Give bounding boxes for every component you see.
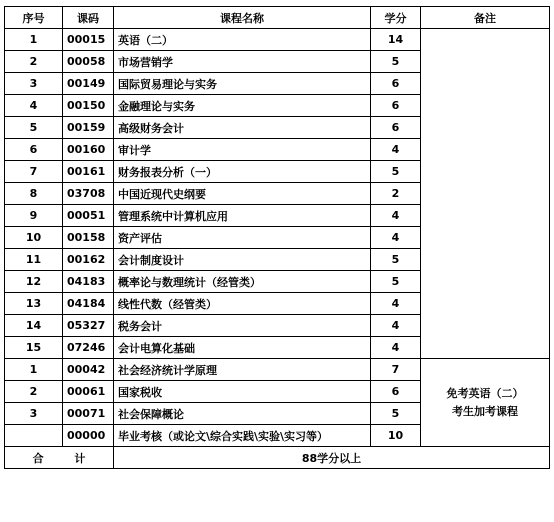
row-code: 00149 xyxy=(63,73,114,95)
row-index: 5 xyxy=(5,117,63,139)
row-name: 财务报表分析（一） xyxy=(114,161,371,183)
row-credit: 2 xyxy=(371,183,421,205)
course-table xyxy=(4,6,550,469)
row-code: 00162 xyxy=(63,249,114,271)
row-name: 高级财务会计 xyxy=(114,117,371,139)
row-code: 04184 xyxy=(63,293,114,315)
row-name: 管理系统中计算机应用 xyxy=(114,205,371,227)
row-code: 05327 xyxy=(63,315,114,337)
row-credit: 7 xyxy=(371,359,421,381)
row-index: 4 xyxy=(5,95,63,117)
note-blank xyxy=(421,29,550,359)
total-label-left: 合 xyxy=(32,451,44,465)
row-name: 国家税收 xyxy=(114,381,371,403)
note-line-2: 考生加考课程 xyxy=(452,404,518,418)
row-name: 国际贸易理论与实务 xyxy=(114,73,371,95)
row-code: 00160 xyxy=(63,139,114,161)
row-code: 00161 xyxy=(63,161,114,183)
row-index: 3 xyxy=(5,403,63,425)
row-credit: 4 xyxy=(371,337,421,359)
row-credit: 4 xyxy=(371,205,421,227)
total-label-right: 计 xyxy=(74,451,86,465)
table-row xyxy=(5,359,550,381)
header-name: 课程名称 xyxy=(114,7,371,29)
row-code: 00159 xyxy=(63,117,114,139)
row-credit: 5 xyxy=(371,161,421,183)
row-index: 8 xyxy=(5,183,63,205)
course-body xyxy=(5,29,550,447)
header-code: 课码 xyxy=(63,7,114,29)
row-code: 04183 xyxy=(63,271,114,293)
row-index: 2 xyxy=(5,381,63,403)
row-code: 00051 xyxy=(63,205,114,227)
row-code: 03708 xyxy=(63,183,114,205)
row-credit: 6 xyxy=(371,117,421,139)
row-name: 线性代数（经管类） xyxy=(114,293,371,315)
total-label xyxy=(5,447,114,469)
note-line-1: 免考英语（二） xyxy=(446,386,524,400)
row-code: 00061 xyxy=(63,381,114,403)
header-credit: 学分 xyxy=(371,7,421,29)
row-index: 9 xyxy=(5,205,63,227)
row-credit: 4 xyxy=(371,315,421,337)
note-cell xyxy=(421,359,550,447)
row-code: 00150 xyxy=(63,95,114,117)
row-name: 毕业考核（或论文\综合实践\实验\实习等） xyxy=(114,425,371,447)
row-credit: 5 xyxy=(371,249,421,271)
row-code: 00071 xyxy=(63,403,114,425)
row-index: 6 xyxy=(5,139,63,161)
row-index: 14 xyxy=(5,315,63,337)
row-code: 00058 xyxy=(63,51,114,73)
row-name: 税务会计 xyxy=(114,315,371,337)
row-index: 2 xyxy=(5,51,63,73)
table-row xyxy=(5,29,550,51)
row-index: 1 xyxy=(5,29,63,51)
row-index: 15 xyxy=(5,337,63,359)
total-value: 88学分以上 xyxy=(114,447,550,469)
row-name: 社会保障概论 xyxy=(114,403,371,425)
row-credit: 6 xyxy=(371,381,421,403)
row-index xyxy=(5,425,63,447)
row-index: 1 xyxy=(5,359,63,381)
row-name: 英语（二） xyxy=(114,29,371,51)
row-name: 会计电算化基础 xyxy=(114,337,371,359)
row-index: 13 xyxy=(5,293,63,315)
row-code: 00042 xyxy=(63,359,114,381)
row-index: 11 xyxy=(5,249,63,271)
row-name: 社会经济统计学原理 xyxy=(114,359,371,381)
total-row xyxy=(5,447,550,469)
row-name: 审计学 xyxy=(114,139,371,161)
row-credit: 6 xyxy=(371,73,421,95)
row-code: 00015 xyxy=(63,29,114,51)
header-row xyxy=(5,7,550,29)
header-index: 序号 xyxy=(5,7,63,29)
row-index: 10 xyxy=(5,227,63,249)
row-code: 00158 xyxy=(63,227,114,249)
row-index: 12 xyxy=(5,271,63,293)
row-code: 00000 xyxy=(63,425,114,447)
row-index: 3 xyxy=(5,73,63,95)
row-index: 7 xyxy=(5,161,63,183)
row-credit: 4 xyxy=(371,139,421,161)
row-name: 市场营销学 xyxy=(114,51,371,73)
row-name: 概率论与数理统计（经管类） xyxy=(114,271,371,293)
row-credit: 14 xyxy=(371,29,421,51)
row-credit: 4 xyxy=(371,293,421,315)
row-credit: 5 xyxy=(371,51,421,73)
row-name: 会计制度设计 xyxy=(114,249,371,271)
row-name: 金融理论与实务 xyxy=(114,95,371,117)
row-credit: 4 xyxy=(371,227,421,249)
header-note: 备注 xyxy=(421,7,550,29)
row-credit: 5 xyxy=(371,271,421,293)
row-credit: 10 xyxy=(371,425,421,447)
row-credit: 5 xyxy=(371,403,421,425)
row-credit: 6 xyxy=(371,95,421,117)
row-code: 07246 xyxy=(63,337,114,359)
row-name: 中国近现代史纲要 xyxy=(114,183,371,205)
row-name: 资产评估 xyxy=(114,227,371,249)
